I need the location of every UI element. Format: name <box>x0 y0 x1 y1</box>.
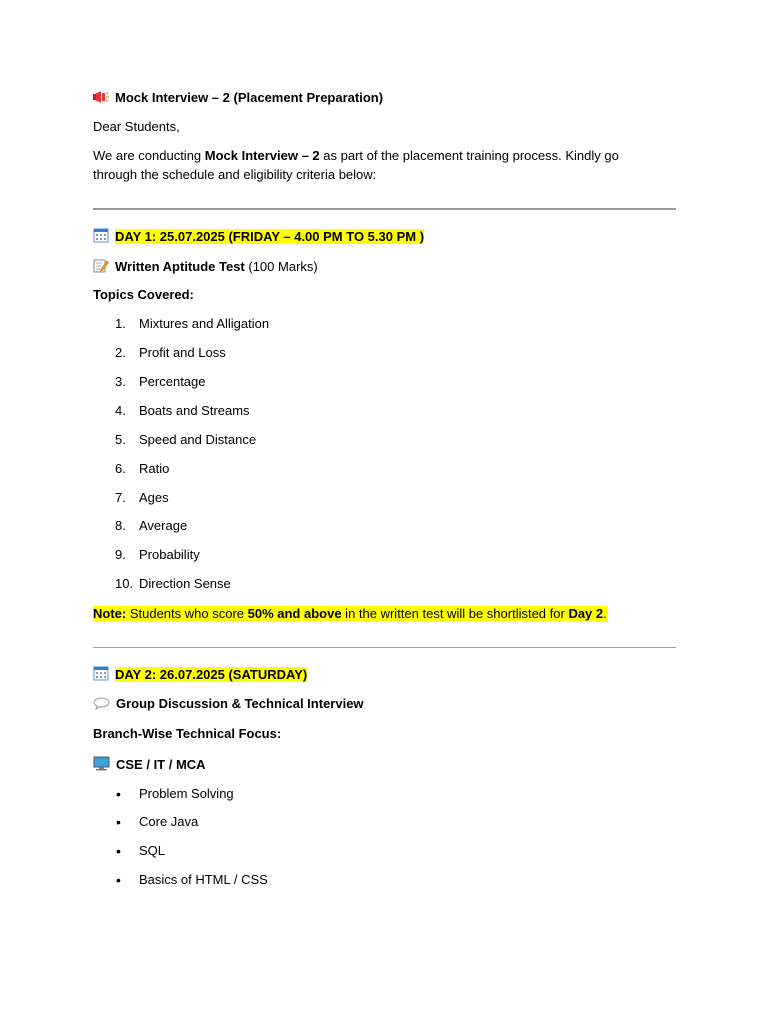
document-title <box>93 90 383 107</box>
note-day: Day 2 <box>568 606 604 621</box>
calendar-icon <box>93 227 109 246</box>
day1-heading <box>93 227 424 246</box>
intro-line-2: through the schedule and eligibility criteria below: <box>93 167 377 182</box>
bullet: • <box>116 843 121 859</box>
list-text: Mixtures and Alligation <box>139 316 270 331</box>
list-text: Core Java <box>139 814 199 829</box>
list-text: Direction Sense <box>139 576 231 591</box>
list-text: Average <box>139 518 188 533</box>
note-text: . <box>603 606 607 621</box>
divider <box>93 208 676 210</box>
calendar-icon <box>93 665 109 684</box>
branch-label: Branch-Wise Technical Focus: <box>93 726 282 741</box>
list-text: Boats and Streams <box>139 403 250 418</box>
list-number: 8. <box>115 518 126 533</box>
bullet: • <box>116 786 121 802</box>
list-text: SQL <box>139 843 166 858</box>
bullet: • <box>116 814 121 830</box>
list-number: 5. <box>115 432 126 447</box>
list-text: Problem Solving <box>139 786 234 801</box>
list-number: 4. <box>115 403 126 418</box>
day2-heading-text: DAY 2: 26.07.2025 (SATURDAY) <box>115 667 308 682</box>
megaphone-icon <box>93 90 109 107</box>
note-text: Students who score <box>126 606 248 621</box>
written-test-marks: (100 Marks) <box>244 259 318 274</box>
greeting: Dear Students, <box>93 119 180 134</box>
cse-heading <box>93 756 206 774</box>
list-number: 7. <box>115 490 126 505</box>
memo-icon <box>93 258 109 276</box>
list-number: 6. <box>115 461 126 476</box>
list-number: 2. <box>115 345 126 360</box>
list-text: Ratio <box>139 461 170 476</box>
intro-text: We are conducting <box>93 148 205 163</box>
note-label: Note: <box>93 606 127 621</box>
topics-label: Topics Covered: <box>93 287 194 302</box>
intro-line-1 <box>93 148 619 163</box>
computer-icon <box>93 756 110 774</box>
bullet: • <box>116 872 121 888</box>
speech-bubble-icon <box>93 697 110 713</box>
written-test-title: Written Aptitude Test <box>115 259 245 274</box>
list-number: 3. <box>115 374 126 389</box>
list-text: Probability <box>139 547 200 562</box>
list-number: 10. <box>115 576 134 591</box>
divider <box>93 647 676 648</box>
intro-text-continued: as part of the placement training process. Kindly go <box>319 148 619 163</box>
intro-bold: Mock Interview – 2 <box>204 148 320 163</box>
list-number: 1. <box>115 316 126 331</box>
note-highlight <box>93 606 607 621</box>
shortlist-note <box>93 606 607 621</box>
cse-title: CSE / IT / MCA <box>116 757 206 772</box>
title-text: Mock Interview – 2 (Placement Preparation) <box>115 90 384 105</box>
note-threshold: 50% and above <box>247 606 342 621</box>
list-text: Profit and Loss <box>139 345 226 360</box>
day1-heading-text: DAY 1: 25.07.2025 (FRIDAY – 4.00 PM TO 5.30 PM ) <box>115 229 425 244</box>
gd-title: Group Discussion & Technical Interview <box>116 696 364 711</box>
list-text: Speed and Distance <box>139 432 257 447</box>
gd-line <box>93 696 364 713</box>
list-number: 9. <box>115 547 126 562</box>
list-text: Ages <box>139 490 169 505</box>
written-test-line <box>93 258 318 276</box>
day2-heading <box>93 665 307 684</box>
note-text: in the written test will be shortlisted for <box>341 606 569 621</box>
list-text: Percentage <box>139 374 206 389</box>
list-text: Basics of HTML / CSS <box>139 872 268 887</box>
